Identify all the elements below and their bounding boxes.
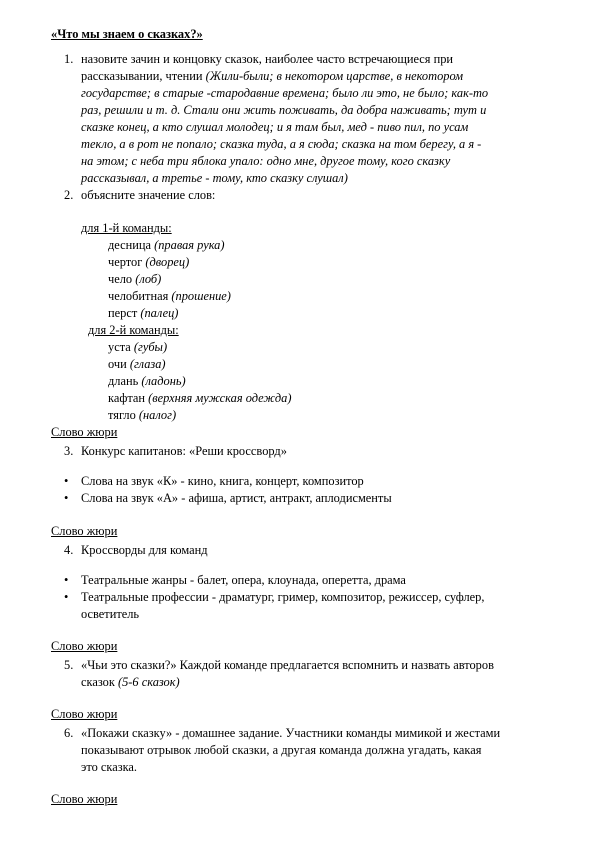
page-title: «Что мы знаем о сказках?» <box>51 27 203 41</box>
item-6-number: 6. <box>64 726 74 740</box>
jury-heading: Слово жюри <box>51 792 118 806</box>
list-item: кафтан (верхняя мужская одежда) <box>108 391 292 405</box>
item-1-line: государстве; в старые -стародавние времена; было ли это, не было; как-то <box>81 86 489 100</box>
team-1-word-list <box>108 237 231 322</box>
item-2-number: 2. <box>64 188 74 202</box>
jury-heading: Слово жюри <box>51 524 118 538</box>
item-1-line: раз, решили и т. д. Стали они жить поживать, да добра наживать; тут и <box>81 103 487 117</box>
jury-heading: Слово жюри <box>51 425 118 439</box>
item-5-number: 5. <box>64 658 74 672</box>
item-6-text: «Покажи сказку» - домашнее задание. Участники команды мимикой и жестами показывают отрывок любой сказки, а другая команда должна угадать, какая это сказка. <box>81 726 501 774</box>
item-1-line: сказке конец, а кто слушал молодец; и я там был, мед - пиво пил, по усам <box>81 120 469 134</box>
item-1-line: назовите зачин и концовку сказок, наиболее часто встречающиеся при <box>81 52 454 66</box>
team-1-label: для 1-й команды: <box>81 221 172 235</box>
list-item: длань (ладонь) <box>108 374 186 388</box>
list-item: • Слова на звук «К» - кино, книга, концерт, композитор <box>64 474 364 488</box>
list-item: тягло (налог) <box>108 408 177 422</box>
item-4-number: 4. <box>64 543 74 557</box>
bullet-icon: • <box>64 573 69 587</box>
team-2-label: для 2-й команды: <box>88 323 179 337</box>
list-item: очи (глаза) <box>108 357 166 371</box>
list-item: уста (губы) <box>108 340 168 354</box>
jury-heading: Слово жюри <box>51 639 118 653</box>
team-2-word-list <box>108 339 291 424</box>
item-3-number: 3. <box>64 444 74 458</box>
list-item: • Театральные жанры - балет, опера, клоунада, оперетта, драма <box>64 573 406 587</box>
list-item: • Слова на звук «А» - афиша, артист, антракт, аплодисменты <box>64 491 392 505</box>
item-2-text: объясните значение слов: <box>81 188 216 202</box>
bullet-icon: • <box>64 474 69 488</box>
list-item: перст (палец) <box>108 306 179 320</box>
item-1-line: текло, а в рот не попало; сказка туда, а я сюда; сказка на том берегу, а я - <box>81 137 482 151</box>
bullet-icon: • <box>64 590 69 604</box>
item-3-text: Конкурс капитанов: «Реши кроссворд» <box>81 444 287 458</box>
item-5-text: «Чьи это сказки?» Каждой команде предлагается вспомнить и назвать авторов сказок (5-6 сказок) <box>81 658 494 689</box>
item-1-line: рассказывал, а третье - тому, кто сказку слушал) <box>81 171 348 185</box>
list-item: челобитная (прошение) <box>108 289 231 303</box>
item-1-number: 1. <box>64 52 74 66</box>
jury-heading: Слово жюри <box>51 707 118 721</box>
list-item: десница (правая рука) <box>108 238 225 252</box>
list-item: чело (лоб) <box>108 272 162 286</box>
list-item: • Театральные профессии - драматург, гример, композитор, режиссер, суфлер, осветитель <box>64 590 485 621</box>
item-1-line: рассказывании, чтении (Жили-были; в некотором царстве, в некотором <box>81 69 464 83</box>
list-item: чертог (дворец) <box>108 255 190 269</box>
bullet-icon: • <box>64 491 69 505</box>
item-1-text <box>81 51 488 187</box>
item-4-text: Кроссворды для команд <box>81 543 208 557</box>
item-1-line: на этом; с неба три яблока упало: одно мне, другое тому, кого сказку <box>81 154 451 168</box>
